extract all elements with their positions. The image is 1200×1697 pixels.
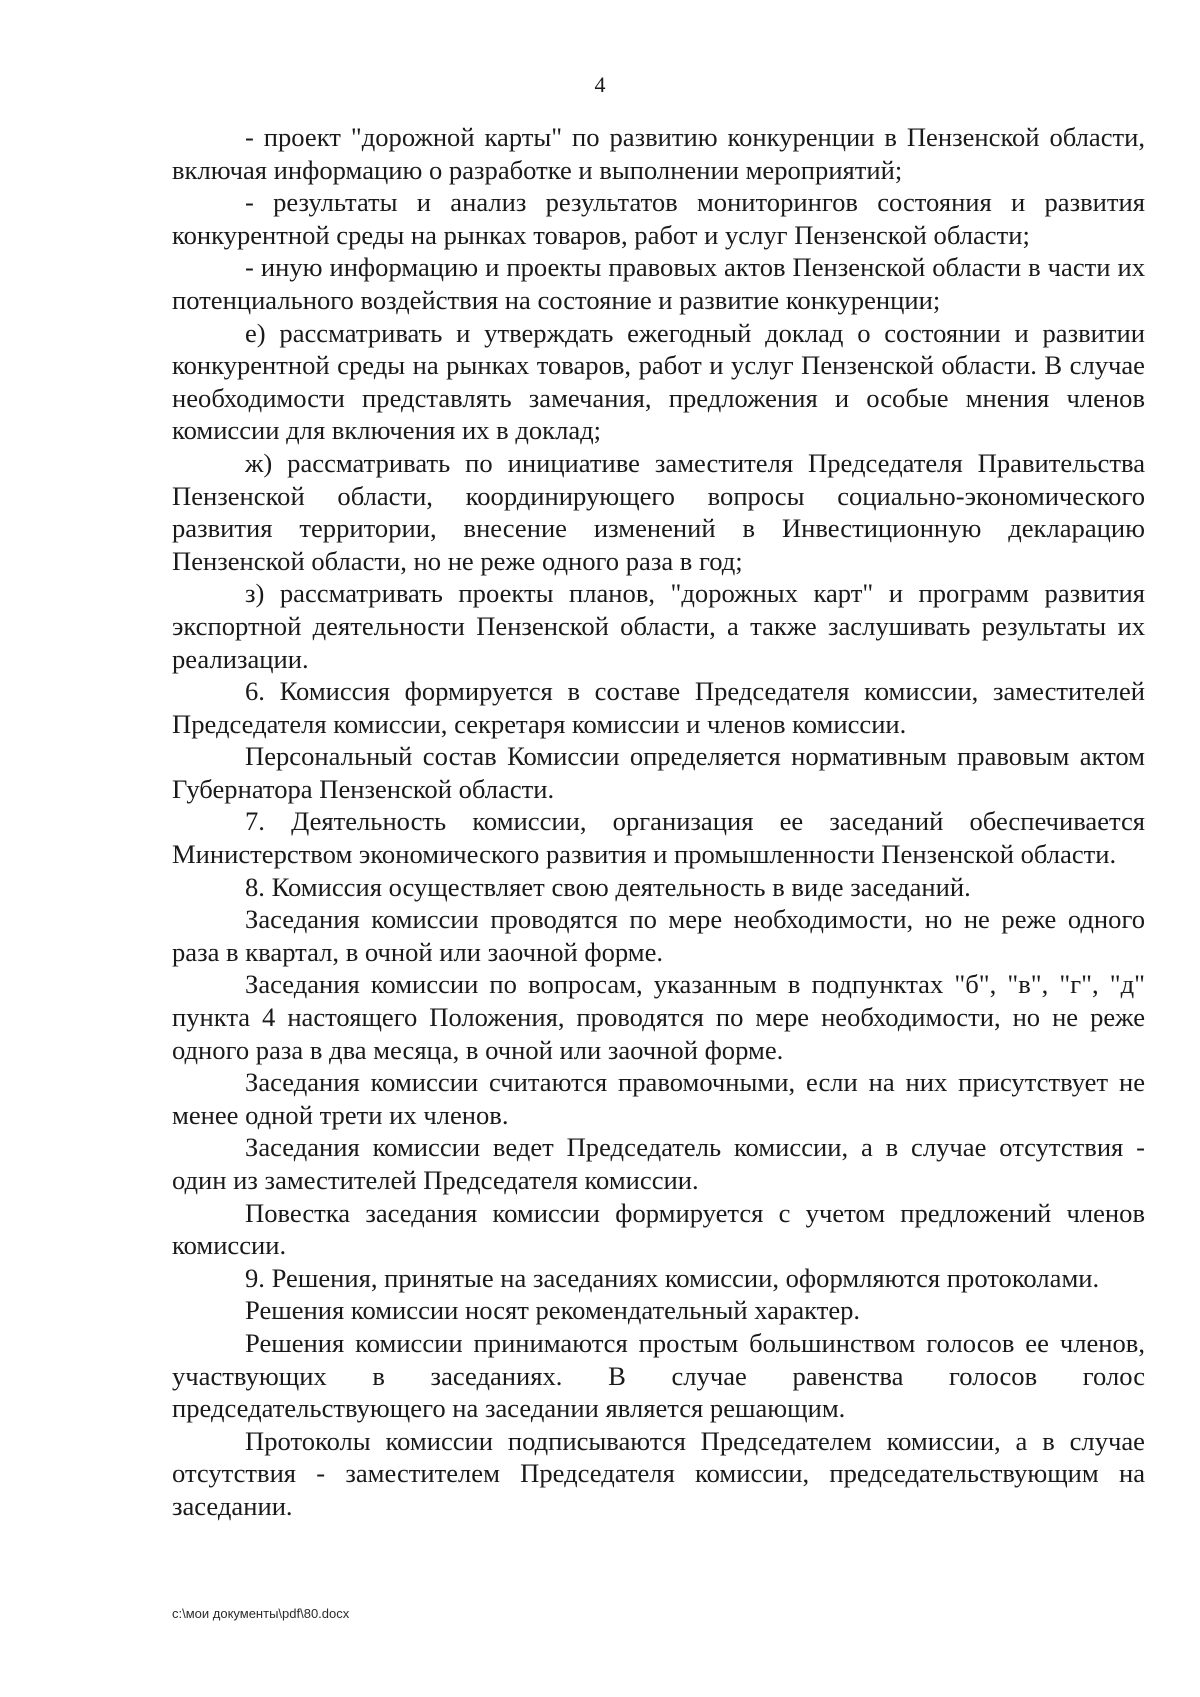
footer-file-path: c:\мои документы\pdf\80.docx (172, 1606, 350, 1621)
paragraph: Решения комиссии принимаются простым большинством голосов ее членов, участвующих в заседаниях. В случае равенства голосов голос председательствующего на заседании является решающим. (172, 1327, 1145, 1424)
paragraph: Решения комиссии носят рекомендательный характер. (245, 1295, 861, 1326)
paragraph: з) рассматривать проекты планов, "дорожных карт" и программ развития экспортной деятельности Пензенской области, а также заслушивать результаты их реализации. (172, 578, 1145, 674)
paragraph: ж) рассматривать по инициативе заместителя Председателя Правительства Пензенской области, координирующего вопросы социально-экономического развития территории, внесение изменений в Инвестиционную декларацию Пензенской области, но не реже одного раза в год; (172, 447, 1145, 576)
paragraph: 9. Решения, принятые на заседаниях комиссии, оформляются протоколами. (245, 1262, 1100, 1293)
page-number: 4 (594, 72, 606, 97)
paragraph: Заседания комиссии считаются правомочными, если на них присутствует не менее одной трети их членов. (172, 1067, 1145, 1130)
paragraph: 7. Деятельность комиссии, организация ее заседаний обеспечивается Министерством экономического развития и промышленности Пензенской области. (172, 806, 1145, 870)
paragraph: Заседания комиссии ведет Председатель комиссии, а в случае отсутствия - один из заместителей Председателя комиссии. (172, 1132, 1145, 1195)
paragraph: Заседания комиссии по вопросам, указанным в подпунктах "б", "в", "г", "д" пункта 4 настоящего Положения, проводятся по мере необходимости, но не реже одного раза в два месяца, в очной или заочной форме. (172, 969, 1145, 1065)
paragraph: - результаты и анализ результатов мониторингов состояния и развития конкурентной среды на рынках товаров, работ и услуг Пензенской области; (172, 187, 1145, 250)
paragraph: Повестка заседания комиссии формируется с учетом предложений членов комиссии. (172, 1197, 1145, 1261)
paragraph: е) рассматривать и утверждать ежегодный доклад о состоянии и развитии конкурентной среды на рынках товаров, работ и услуг Пензенской области. В случае необходимости представлять замечания, предложения и особые мнения членов комиссии для включения их в доклад; (172, 317, 1145, 446)
paragraph: - иную информацию и проекты правовых актов Пензенской области в части их потенциального воздействия на состояние и развитие конкуренции; (172, 252, 1145, 315)
paragraph: 8. Комиссия осуществляет свою деятельность в виде заседаний. (245, 871, 971, 902)
document-body (172, 121, 1145, 1523)
paragraph: Протоколы комиссии подписываются Председателем комиссии, а в случае отсутствия - заместителем Председателя комиссии, председательствующим на заседании. (172, 1425, 1145, 1521)
paragraph: - проект "дорожной карты" по развитию конкуренции в Пензенской области, включая информацию о разработке и выполнении мероприятий; (172, 122, 1145, 185)
paragraph: 6. Комиссия формируется в составе Председателя комиссии, заместителей Председателя комиссии, секретаря комиссии и членов комиссии. (172, 676, 1145, 739)
paragraph: Заседания комиссии проводятся по мере необходимости, но не реже одного раза в квартал, в очной или заочной форме. (172, 904, 1145, 967)
paragraph: Персональный состав Комиссии определяется нормативным правовым актом Губернатора Пензенской области. (172, 741, 1145, 804)
